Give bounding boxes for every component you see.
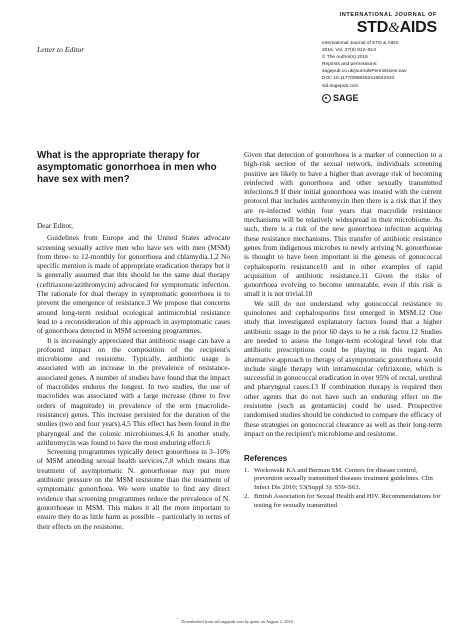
pub-info-line: std.sagepub.com (322, 83, 359, 89)
article-title: What is the appropriate therapy for asymptomatic gonorrhoea in men who have sex with men? (37, 150, 217, 185)
journal-kicker: INTERNATIONAL JOURNAL OF (339, 12, 437, 18)
download-note: Downloaded from std.sagepub.com by guest on August 2, 2016 (181, 619, 293, 624)
reference-item (244, 493, 442, 510)
body-paragraph: Guidelines from Europe and the United States advocate screening sexually active men who have sex with men (MSM) from three- to 12-monthly for gonorrhoea and chlamydia.1,2 No specific mention is made of appropriate eradication therapy but it is generally assumed that this should be the same dual therapy (ceftriaxone/azithromycin) advocated for symptomatic infection. The rationale for dual therapy in symptomatic gonorrhoea is to prevent the emergence of resistance.3 We propose that concerns around long-term residual ecological antimicrobial resistance lead to a reconsideration of this approach in asymptomatic cases of gonorrhoea detected in MSM screening programmes. (37, 233, 230, 336)
pub-info-line: © The Author(s) 2016 (322, 55, 368, 61)
body-paragraph: It is increasingly appreciated that antibiotic usage can have a profound impact on the composition of the recipient's microbiome and resistome. Typically, antibiotic usage is associated with an increase in the prevalence of resistance-associated genes. A number of studies have found that the impact of macrolides endures the longest. In two studies, the use of macrolides was associated with a large increase (three to five orders of magnitude) in prevalence of the erm (macrolide-resistance) genes. This increase persisted for the duration of the studies (two and four years).4,5 This effect has been found in the pharyngeal and the colonic microbiomes.4,6 In another study, azithromycin was found to have the most enduring effect.6 (37, 335, 230, 447)
body-paragraph: Screening programmes typically detect gonorrhoea in 3–10% of MSM attending sexual health services,7,8 which means that treatment of asymptomatic N. gonorrhoeae may put more antibiotic pressure on the MSM resistome than the treatment of symptomatic gonorrhoea. We were unable to find any direct evidence that screening programmes reduce the prevalence of N. gonorrhoeae in MSM. This makes it all the more important to ensure they do as little harm as possible – particularly in terms of their effects on the resistome. (37, 447, 230, 531)
journal-logo (357, 19, 437, 37)
pub-info-line: International Journal of STD & AIDS (322, 41, 399, 46)
pub-info-line: 2016, Vol. 27(9) 812–813 (322, 48, 376, 54)
journal-logo-amp: & (388, 20, 400, 36)
reference-item (244, 467, 442, 493)
publication-info (322, 40, 442, 90)
references-heading: References (244, 454, 288, 464)
pub-info-line: Reprints and permissions: (322, 62, 378, 68)
right-column (244, 150, 442, 511)
sage-logo-icon (322, 94, 331, 103)
reference-number: 1. (244, 466, 250, 474)
journal-logo-left: STD (356, 19, 389, 36)
salutation: Dear Editor, (37, 221, 74, 230)
left-column (37, 150, 230, 531)
reference-text: Workowski KA and Berman SM. Centers for disease control, prevention sexually transmitted diseases treatment guidelines. Clin Infect Dis 2010; 53(Suppl 3): S59–S63. (254, 466, 433, 491)
body-paragraph: Given that detection of gonorrhoea is a marker of connection to a high-risk section of the sexual network, individuals screening positive are likely to have a higher than average risk of becoming reinfected with gonorrhoea and other sexually transmitted infections.9 If their initial gonorrhoea was treated with the current protocol that includes azithromycin then there is a risk that if they are re-infected within four years that macrolide resistance mechanisms will be relatively widespread in their microbiome. As such, there is a risk of the new gonorrhoea infection acquiring these resistance mechanisms. This transfer of antibiotic resistance genes from indigenous microbes to newly arriving N. gonorrhoeae is thought to have been important in the genesis of gonococcal cephalosporin resistance10 and in other examples of rapid acquisition of antibiotic resistance.11 Given the risks of gonorrhoea evolving to become untreatable, even if this risk is small it is not trivial.10 (244, 150, 442, 299)
reference-number: 2. (244, 493, 250, 500)
section-label: Letter to Editor (37, 45, 85, 54)
reference-text: British Association for Sexual Health and HIV. Recommendations for testing for sexually transmitted (254, 493, 441, 509)
pub-info-line: sagepub.co.uk/journalsPermissions.nav (322, 69, 407, 75)
pub-info-line: DOI: 10.1177/0956462416642933 (322, 76, 395, 82)
publisher-logo (322, 93, 359, 103)
publisher-logo-text: SAGE (333, 93, 359, 103)
body-paragraph: We still do not understand why gonococcal resistance to quinolones and cephalosporins first emerged in MSM.12 One study that investigated explanatory factors found that a higher antibiotic usage in the prior 60 days to be a risk factor.12 Studies are needed to assess the longer-term ecological level role that antibiotic prescriptions could be playing in this regard. An alternative approach to therapy of asymptomatic gonorrhoea would include single therapy with intramuscular ceftriaxone, which is successful in gonococcal eradication in over 95% of rectal, urethral and pharyngeal cases.13 If combination therapy is required then other agents that do not have such an enduring effect on the resistome (such as gentamicin) could be used. Prospective randomised studies should be conducted to compare the efficacy of these strategies on gonococcal clearance as well as their long-term impact on the recipient's microbiome and resistome. (244, 298, 442, 438)
journal-logo-right: AIDS (399, 19, 437, 36)
